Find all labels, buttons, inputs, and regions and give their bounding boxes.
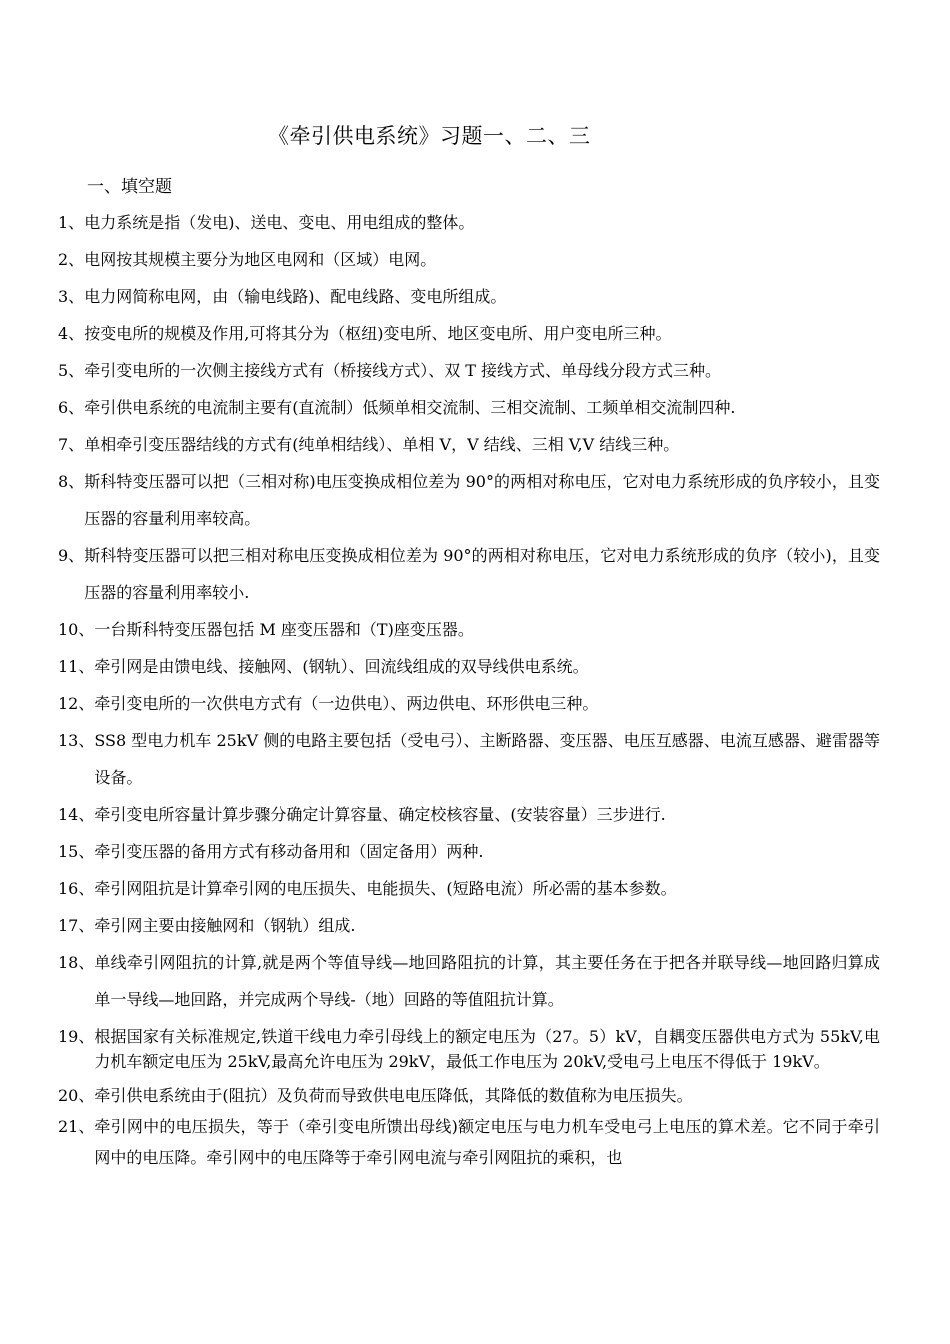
item-text: 牵引供电系统由于(阻抗）及负荷而导致供电电压降低，其降低的数值称为电压损失。 [94, 1086, 693, 1105]
question-item [58, 944, 880, 1018]
question-item [58, 833, 880, 870]
item-number: 12、 [58, 694, 95, 713]
item-text: 单相牵引变压器结线的方式有(纯单相结线）、单相 V，V 结线、三相 V,V 结线三种。 [84, 435, 680, 454]
question-item [58, 648, 880, 685]
item-text: 斯科特变压器可以把（三相对称)电压变换成相位差为 90°的两相对称电压，它对电力系统形成的负序较小，且变压器的容量利用率较高。 [84, 472, 880, 528]
question-item [58, 352, 880, 389]
question-item [58, 315, 880, 352]
item-number: 15、 [58, 842, 95, 861]
question-item [58, 722, 880, 796]
item-number: 7、 [58, 435, 85, 454]
section-heading: 一、填空题 [87, 177, 172, 197]
item-text: 牵引网主要由接触网和（钢轨）组成. [94, 916, 356, 935]
item-number: 20、 [58, 1086, 95, 1105]
item-number: 9、 [58, 546, 85, 565]
item-number: 16、 [58, 879, 95, 898]
question-list [58, 204, 880, 1173]
question-item [58, 278, 880, 315]
item-number: 17、 [58, 916, 95, 935]
question-item [58, 870, 880, 907]
item-text: 电网按其规模主要分为地区电网和（区域）电网。 [84, 250, 437, 269]
item-text: 牵引变电所的一次供电方式有（一边供电）、两边供电、环形供电三种。 [94, 694, 599, 713]
question-item [58, 463, 880, 537]
question-item [58, 1024, 880, 1074]
item-text: 牵引网阻抗是计算牵引网的电压损失、电能损失、(短路电流）所必需的基本参数。 [94, 879, 677, 898]
question-item [58, 204, 880, 241]
item-text: 按变电所的规模及作用,可将其分为（枢纽)变电所、地区变电所、用户变电所三种。 [84, 324, 672, 343]
item-number: 6、 [58, 398, 85, 417]
item-text: 牵引变电所容量计算步骤分确定计算容量、确定校核容量、(安装容量）三步进行. [94, 805, 666, 824]
item-number: 14、 [58, 805, 95, 824]
item-text: 一台斯科特变压器包括 M 座变压器和（T)座变压器。 [94, 620, 474, 639]
item-text: SS8 型电力机车 25kV 侧的电路主要包括（受电弓）、主断路器、变压器、电压互感器、电流互感器、避雷器等设备。 [94, 731, 880, 787]
item-number: 2、 [58, 250, 85, 269]
item-number: 3、 [58, 287, 85, 306]
item-text: 电力系统是指（发电)、送电、变电、用电组成的整体。 [84, 213, 475, 232]
item-text: 牵引变压器的备用方式有移动备用和（固定备用）两种. [94, 842, 484, 861]
question-item [58, 1080, 880, 1111]
document-title: 《牵引供电系统》习题一、二、三 [268, 124, 591, 148]
item-number: 5、 [58, 361, 85, 380]
question-item [58, 796, 880, 833]
item-text: 单线牵引网阻抗的计算,就是两个等值导线—地回路阻抗的计算，其主要任务在于把各并联导线—地回路归算成单一导线—地回路，并完成两个导线-（地）回路的等值阻抗计算。 [94, 953, 880, 1009]
question-item [58, 537, 880, 611]
item-number: 10、 [58, 620, 95, 639]
item-text: 牵引网中的电压损失，等于（牵引变电所馈出母线)额定电压与电力机车受电弓上电压的算术差。它不同于牵引网中的电压降。牵引网中的电压降等于牵引网电流与牵引网阻抗的乘积，也 [94, 1117, 880, 1167]
item-text: 牵引变电所的一次侧主接线方式有（桥接线方式）、双 T 接线方式、单母线分段方式三种。 [84, 361, 722, 380]
item-text: 牵引网是由馈电线、接触网、(钢轨）、回流线组成的双导线供电系统。 [94, 657, 589, 676]
question-item [58, 685, 880, 722]
question-item [58, 241, 880, 278]
question-item [58, 426, 880, 463]
item-number: 11、 [58, 657, 95, 676]
item-number: 1、 [58, 213, 85, 232]
item-text: 斯科特变压器可以把三相对称电压变换成相位差为 90°的两相对称电压，它对电力系统形成的负序（较小)，且变压器的容量利用率较小. [84, 546, 880, 602]
item-number: 8、 [58, 472, 85, 491]
item-number: 13、 [58, 731, 95, 750]
question-item [58, 611, 880, 648]
question-item [58, 907, 880, 944]
question-item [58, 1111, 880, 1173]
item-text: 电力网简称电网，由（输电线路)、配电线路、变电所组成。 [84, 287, 507, 306]
item-number: 18、 [58, 953, 95, 972]
item-number: 19、 [58, 1027, 95, 1046]
item-number: 4、 [58, 324, 85, 343]
item-text: 牵引供电系统的电流制主要有(直流制）低频单相交流制、三相交流制、工频单相交流制四种. [84, 398, 736, 417]
item-text: 根据国家有关标准规定,铁道干线电力牵引母线上的额定电压为（27。5）kV，自耦变压器供电方式为 55kV,电力机车额定电压为 25kV,最高允许电压为 29kV，最低工作电压为 20kV,受电弓上电压不得低于 19kV。 [94, 1027, 880, 1071]
question-item [58, 389, 880, 426]
item-number: 21、 [58, 1117, 95, 1136]
